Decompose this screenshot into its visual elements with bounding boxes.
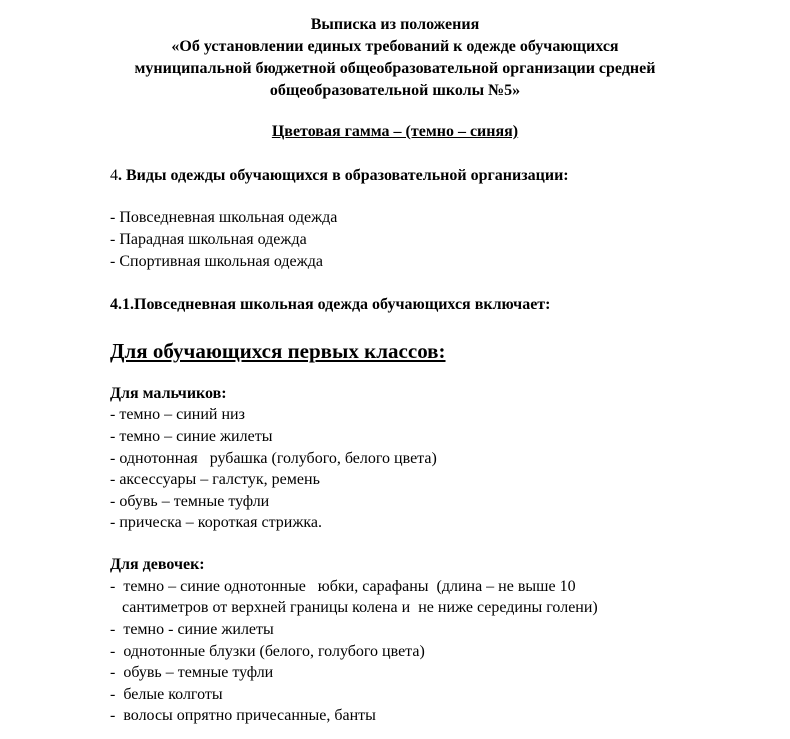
section-4-number: 4 [110, 167, 118, 184]
boys-item: - темно – синий низ [110, 406, 245, 423]
first-grade-heading: Для обучающихся первых классов: [110, 339, 446, 363]
color-scheme-heading: Цветовая гамма – (темно – синяя) [271, 123, 519, 140]
girls-item-continuation: сантиметров от верхней границы колена и не ниже середины голени) [110, 599, 598, 616]
boys-item: - аксессуары – галстук, ремень [110, 471, 320, 488]
regulation-title-line-1: «Об установлении единых требований к одежде обучающихся [171, 38, 619, 55]
girls-item: - обувь – темные туфли [110, 664, 274, 681]
boys-item: - обувь – темные туфли [110, 493, 270, 510]
girls-item: - волосы опрятно причесанные, банты [110, 707, 376, 724]
boys-item: - однотонная рубашка (голубого, белого цвета) [110, 450, 437, 467]
section-4-title: . Виды одежды обучающихся в образовательной организации: [118, 167, 569, 184]
girls-item: - белые колготы [110, 686, 223, 703]
section-4-heading [110, 165, 569, 186]
girls-heading: Для девочек: [110, 556, 205, 573]
document-title: Выписка из положения [310, 16, 480, 33]
section-4-1-heading: 4.1.Повседневная школьная одежда обучающихся включает: [110, 296, 551, 313]
regulation-title-line-2: муниципальной бюджетной общеобразовательной организации средней [134, 60, 656, 77]
clothing-type-item: - Повседневная школьная одежда [110, 209, 338, 226]
clothing-type-item: - Спортивная школьная одежда [110, 253, 323, 270]
clothing-type-item: - Парадная школьная одежда [110, 231, 307, 248]
boys-heading: Для мальчиков: [110, 385, 227, 402]
boys-item: - прическа – короткая стрижка. [110, 514, 323, 531]
girls-item: - темно - синие жилеты [110, 621, 274, 638]
boys-item: - темно – синие жилеты [110, 428, 273, 445]
girls-item: - однотонные блузки (белого, голубого цвета) [110, 643, 425, 660]
girls-item: - темно – синие однотонные юбки, сарафаны (длина – не выше 10 [110, 578, 576, 595]
regulation-title-line-3: общеобразовательной школы №5» [269, 82, 521, 99]
